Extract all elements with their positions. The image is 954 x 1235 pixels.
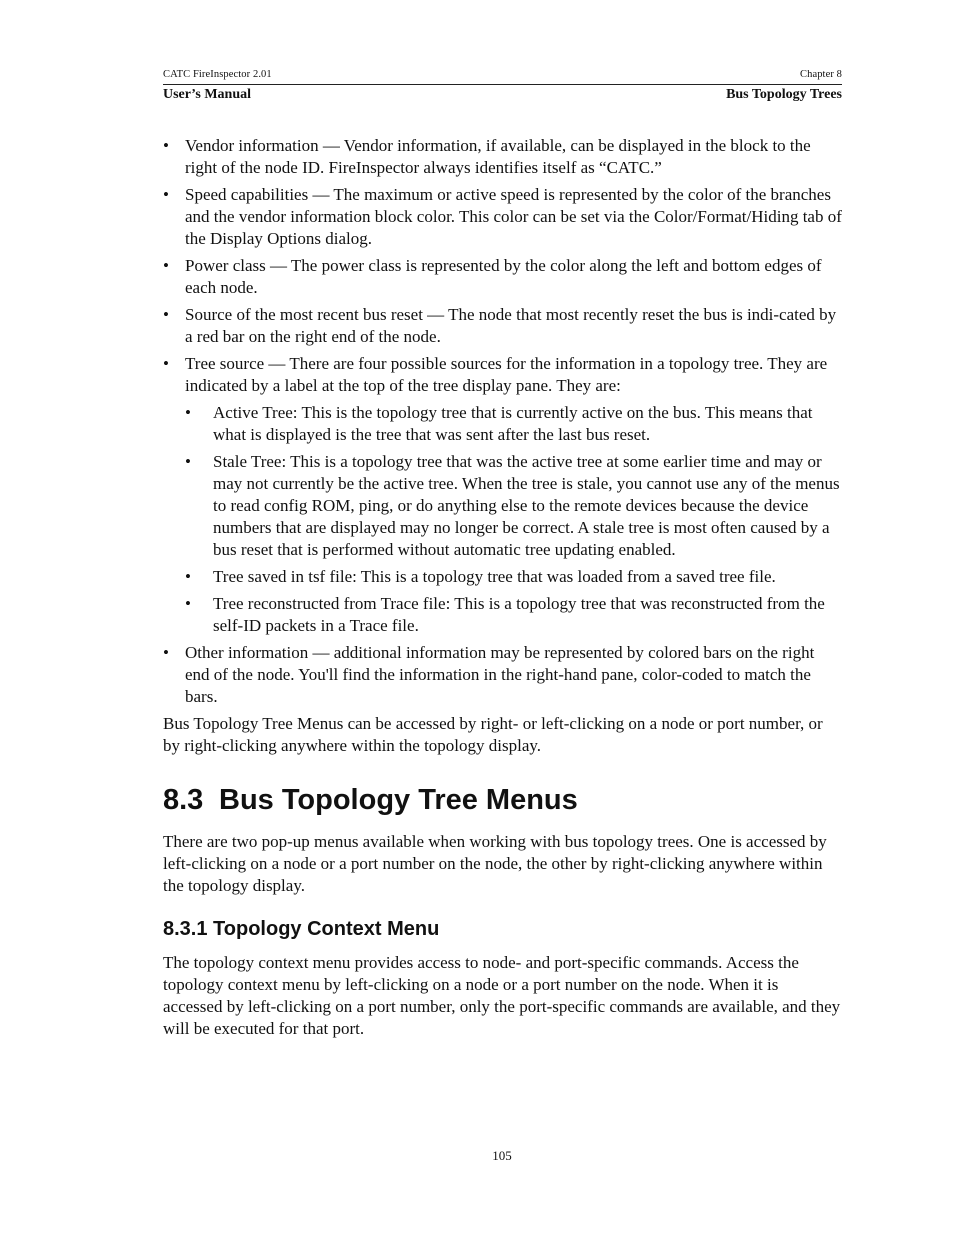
sub-bullet-text: Tree reconstructed from Trace file: This is a topology tree that was reconstructed from the self-ID packets in a Trace file. [213,594,825,635]
sub-bullet-item-stale-tree [185,451,842,561]
section-number: 8.3 [163,784,204,816]
header-chapter-label: Chapter 8 [799,69,842,80]
bullet-item-tree-source [163,353,842,637]
sub-bullet-list [185,402,842,637]
header-divider [163,84,842,85]
bullet-text: Vendor information — Vendor information, if available, can be displayed in the block to the right of the node ID. FireInspector always identifies itself as “CATC.” [185,136,811,177]
header-product-title: CATC FireInspector 2.01 [163,69,272,80]
bullet-text: Power class — The power class is represented by the color along the left and bottom edges of each node. [185,256,822,297]
sub-bullet-text: Active Tree: This is the topology tree that is currently active on the bus. This means that what is displayed is the tree that was sent after the last bus reset. [213,403,813,444]
section-title: Bus Topology Tree Menus [219,784,578,816]
subsection-number: 8.3.1 [163,918,208,940]
bullet-item-power-class [163,255,842,299]
bullet-icon: • [163,354,169,373]
subsection-intro-paragraph: The topology context menu provides access to node- and port-specific commands. Access the topology context menu by left-clicking on a node or a port number on the node. When it is accessed by left-clicking on a port number, only the port-specific commands are available, and they will be executed for that port. [163,953,841,1038]
bullet-icon: • [185,452,191,471]
bullet-icon: • [163,256,169,275]
bullet-item-speed-capabilities [163,184,842,250]
bullet-item-bus-reset-source [163,304,842,348]
sub-bullet-item-trace-file [185,593,842,637]
bullet-text: Speed capabilities — The maximum or active speed is represented by the color of the branches and the vendor information block color. This color can be set via the Color/Format/Hiding tab of the Display Options dialog. [185,185,842,248]
bullet-icon: • [185,594,191,613]
subsection-heading [163,916,842,942]
sub-bullet-item-active-tree [185,402,842,446]
sub-bullet-text: Tree saved in tsf file: This is a topology tree that was loaded from a saved tree file. [213,567,776,586]
header-chapter-title: Bus Topology Trees [726,87,842,102]
header-manual-title: User’s Manual [163,87,252,102]
bullet-icon: • [163,305,169,324]
bullet-text: Other information — additional information may be represented by colored bars on the right end of the node. You'll find the information in the right-hand pane, color-coded to match the bars. [185,643,815,706]
page-header [163,68,842,103]
sub-bullet-item-tsf-file [185,566,842,588]
header-top-row [163,68,842,82]
bullet-icon: • [163,643,169,662]
bullet-icon: • [185,567,191,586]
section-intro-paragraph: There are two pop-up menus available when working with bus topology trees. One is accessed by left-clicking on a node or a port number on the node, the other by right-clicking anywhere within the topology display. [163,832,827,895]
header-bottom-row [163,86,842,103]
page-number: 105 [492,1148,512,1163]
bullet-list [163,135,842,708]
menus-access-paragraph: Bus Topology Tree Menus can be accessed by right- or left-clicking on a node or port number, or by right-clicking anywhere within the topology display. [163,714,823,755]
page-footer [0,1148,954,1164]
bullet-text: Tree source — There are four possible sources for the information in a topology tree. They are indicated by a label at the top of the tree display pane. They are: [185,354,828,395]
subsection-title: Topology Context Menu [213,918,440,940]
section-heading [163,783,842,817]
bullet-item-vendor-information [163,135,842,179]
bullet-icon: • [163,136,169,155]
bullet-icon: • [185,403,191,422]
bullet-item-other-information [163,642,842,708]
page-content [163,135,842,1040]
bullet-icon: • [163,185,169,204]
sub-bullet-text: Stale Tree: This is a topology tree that was the active tree at some earlier time and may or may not currently be the active tree. When the tree is stale, you cannot use any of the menus to read config ROM, ping, or do anything else to the remote devices because the device numbers that are displayed may no longer be correct. A stale tree is most often caused by a bus reset that is performed without automatic tree updating enabled. [213,452,840,559]
bullet-text: Source of the most recent bus reset — The node that most recently reset the bus is indi-cated by a red bar on the right end of the node. [185,305,837,346]
